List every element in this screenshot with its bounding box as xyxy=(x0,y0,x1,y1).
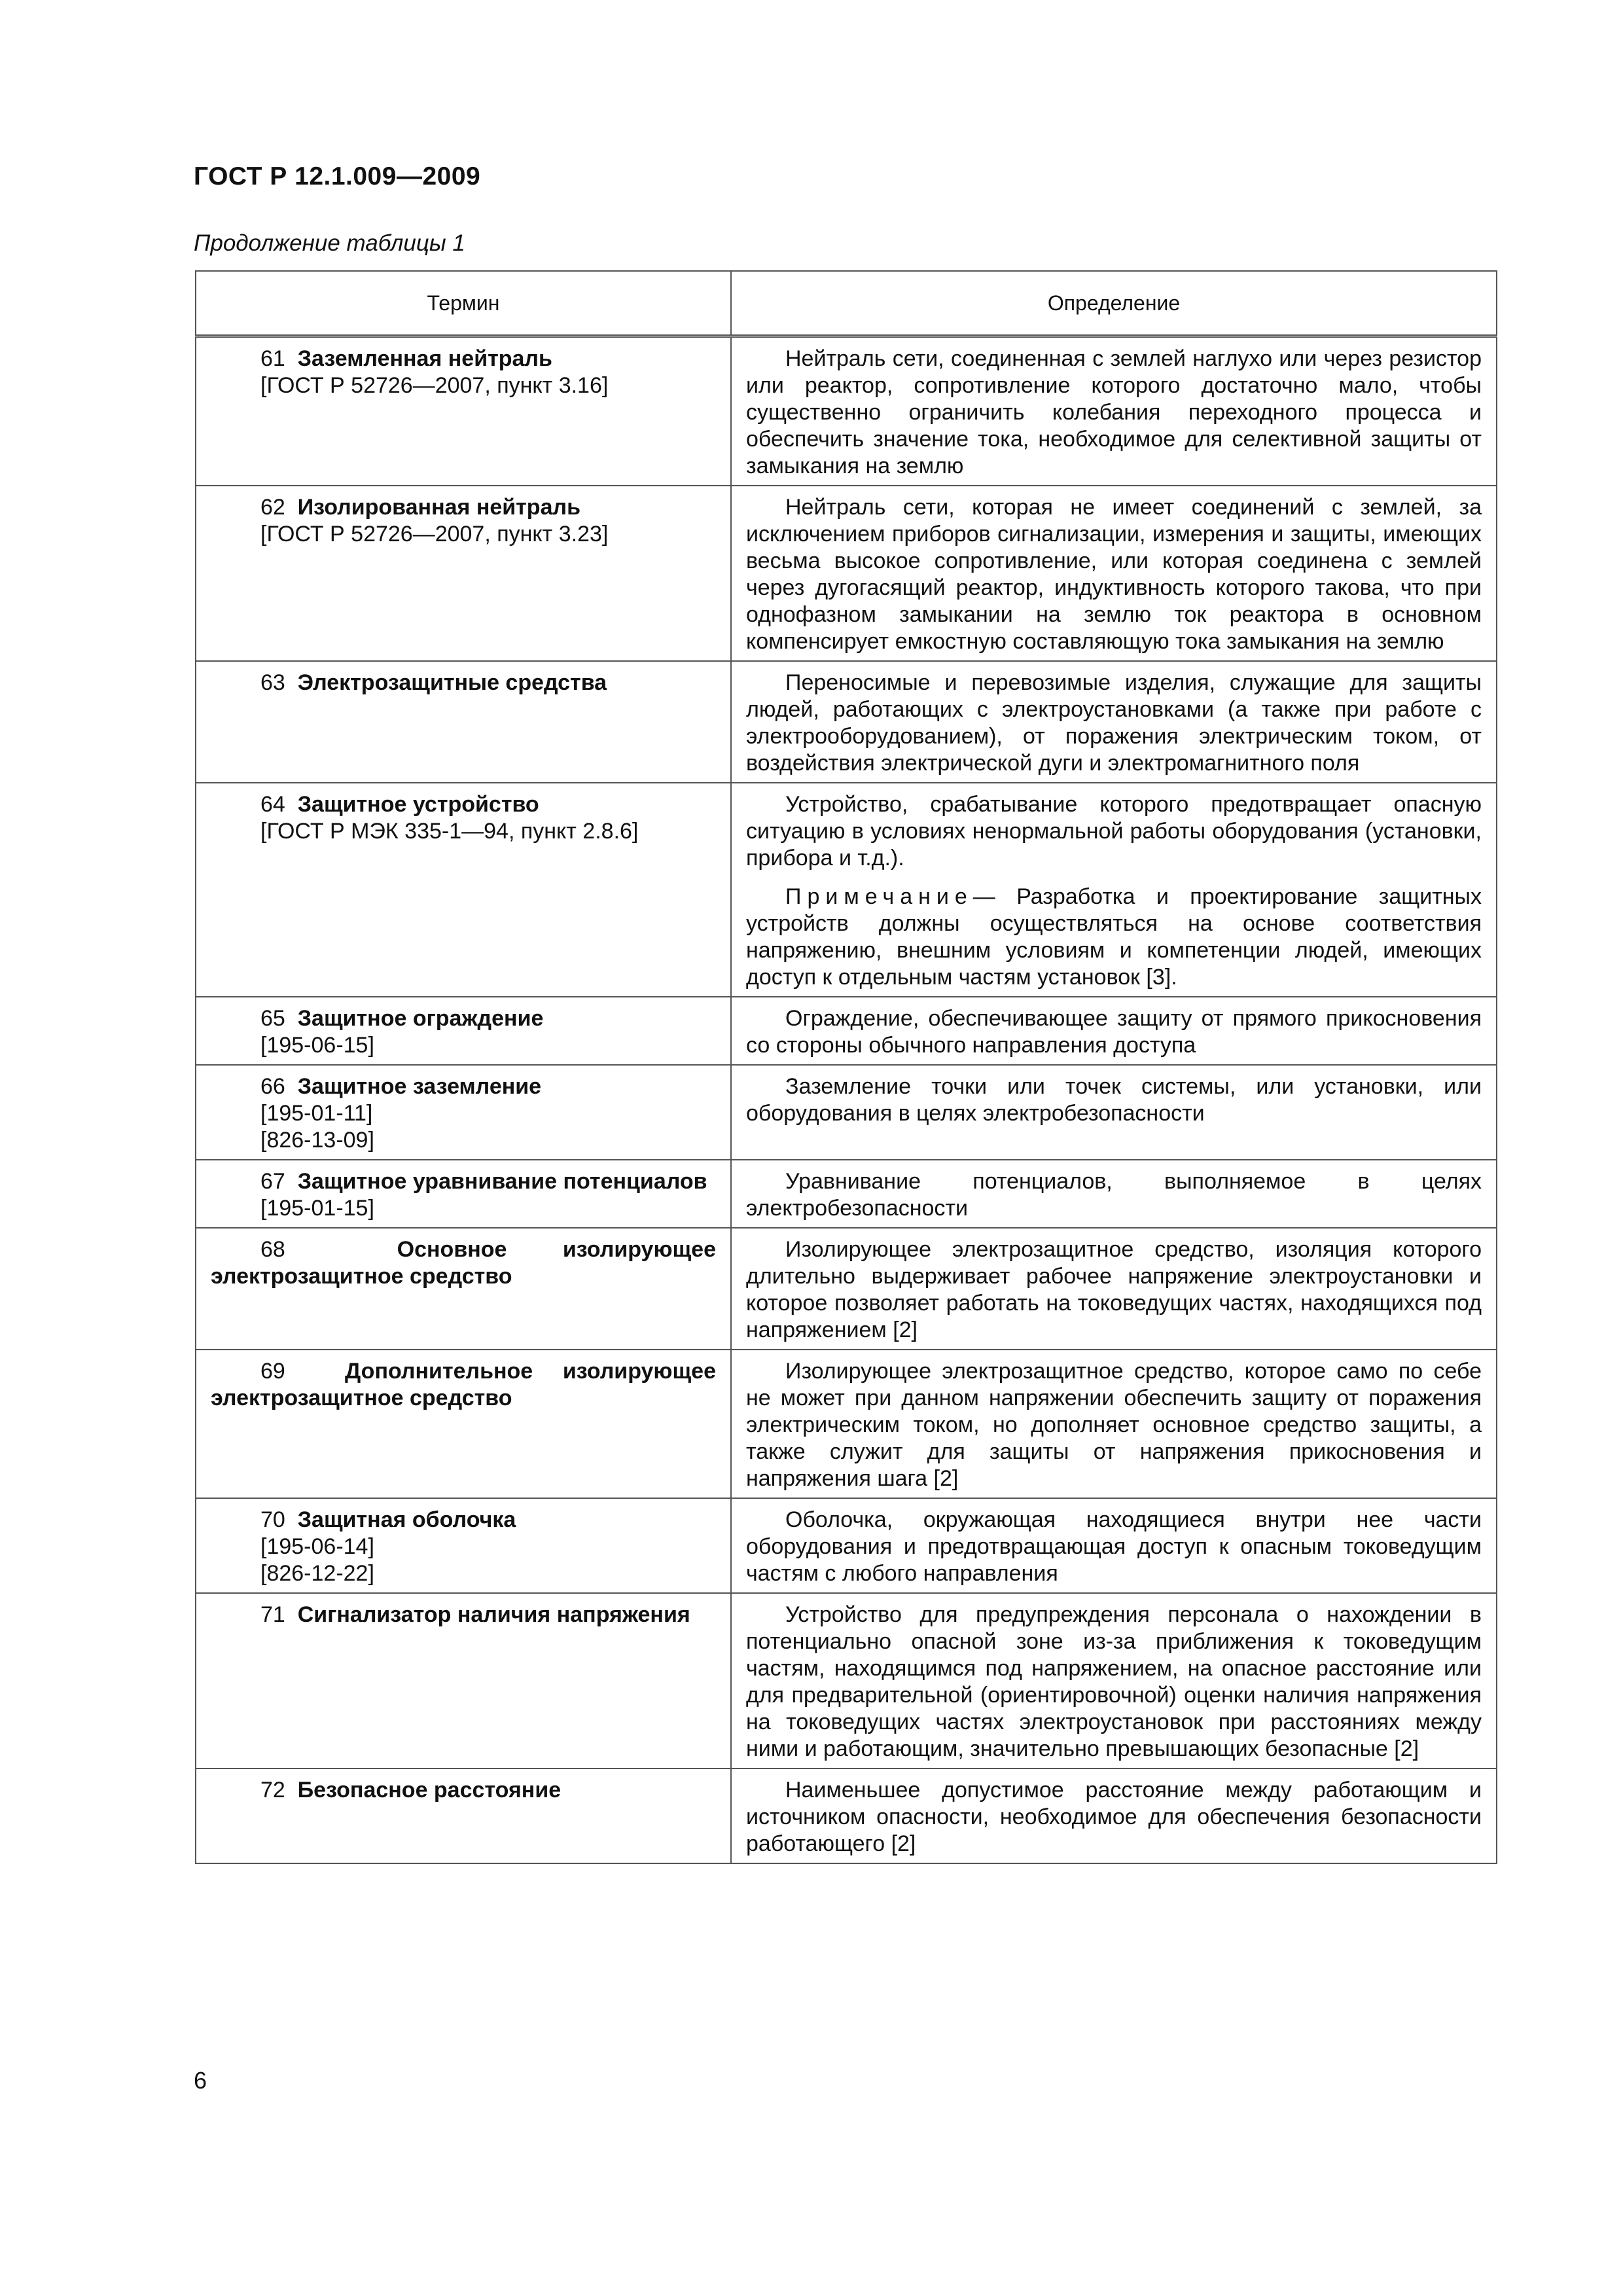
definition-text: Нейтраль сети, которая не имеет соединений с землей, за исключением приборов сигнализации, измерения и защиты, имеющих весьма высокое сопротивление, или которая соединена с землей через дугогасящий реактор, индуктивность которого такова, что при однофазном замыкании на землю ток реактора в основном компенсирует емкостную составляющую тока замыкания на землю xyxy=(746,495,1482,654)
term-reference: [ГОСТ Р 52726—2007, пункт 3.23] xyxy=(260,522,609,547)
term-reference: [ГОСТ Р МЭК 335-1—94, пункт 2.8.6] xyxy=(260,819,639,844)
term-name: Электрозащитные средства xyxy=(297,670,607,695)
term-reference: [195-01-11] xyxy=(260,1101,373,1126)
term-name: Защитная оболочка xyxy=(297,1507,516,1532)
definition-cell xyxy=(731,783,1497,997)
table-caption: Продолжение таблицы 1 xyxy=(194,230,465,256)
term-reference: [195-06-15] xyxy=(260,1033,374,1058)
definition-cell xyxy=(731,1498,1497,1593)
table-row xyxy=(196,997,1497,1065)
term-reference: [195-01-15] xyxy=(260,1196,374,1221)
table-row xyxy=(196,1065,1497,1160)
definition-text: Уравнивание потенциалов, выполняемое в целях электробезопасности xyxy=(746,1169,1482,1221)
term-reference: [195-06-14] xyxy=(260,1534,374,1559)
term-heading xyxy=(211,1073,716,1100)
definition-text: Оболочка, окружающая находящиеся внутри нее части оборудования и предотвращающая доступ к опасным токоведущим частям с любого направления xyxy=(746,1507,1482,1586)
term-name: Защитное устройство xyxy=(297,792,539,817)
table-row xyxy=(196,661,1497,783)
term-reference: [ГОСТ Р 52726—2007, пункт 3.16] xyxy=(260,373,609,398)
definition-text: Нейтраль сети, соединенная с землей наглухо или через резистор или реактор, сопротивление которого достаточно мало, чтобы существенно ограничить колебания переходного процесса и обеспечить значение тока, необходимое для селективной защиты от замыкания на землю xyxy=(746,346,1482,478)
terms-table xyxy=(195,270,1497,1864)
term-cell xyxy=(196,1498,731,1593)
note-label: Примечание xyxy=(785,884,973,909)
term-name: Основное изолирующее электрозащитное средство xyxy=(211,1237,716,1289)
document-header: ГОСТ Р 12.1.009—2009 xyxy=(194,162,481,190)
term-cell xyxy=(196,1228,731,1350)
term-heading xyxy=(211,1168,716,1195)
table-row xyxy=(196,1768,1497,1863)
term-heading xyxy=(211,1602,716,1628)
term-cell xyxy=(196,1593,731,1768)
definition-text: Переносимые и перевозимые изделия, служащие для защиты людей, работающих с электроустановками (а также при работе с электрооборудованием), от поражения электрическим током, от воздействия электрической дуги и электромагнитного поля xyxy=(746,670,1482,776)
column-header-term: Термин xyxy=(196,271,731,336)
definition-cell xyxy=(731,1593,1497,1768)
table-row xyxy=(196,486,1497,661)
table-row xyxy=(196,1498,1497,1593)
term-cell xyxy=(196,1768,731,1863)
term-number: 65 xyxy=(260,1006,285,1031)
term-name: Безопасное расстояние xyxy=(297,1778,562,1803)
term-number: 72 xyxy=(260,1778,285,1803)
definition-text: Ограждение, обеспечивающее защиту от прямого прикосновения со стороны обычного направления доступа xyxy=(746,1006,1482,1058)
term-heading xyxy=(211,1236,716,1290)
term-heading xyxy=(211,1507,716,1534)
table-row xyxy=(196,1350,1497,1498)
term-number: 63 xyxy=(260,670,285,695)
definition-cell xyxy=(731,661,1497,783)
definition-cell xyxy=(731,1228,1497,1350)
term-name: Защитное ограждение xyxy=(297,1006,544,1031)
definition-text: Заземление точки или точек системы, или установки, или оборудования в целях электробезопасности xyxy=(746,1074,1482,1126)
definition-cell xyxy=(731,336,1497,486)
term-cell xyxy=(196,1350,731,1498)
term-number: 71 xyxy=(260,1602,285,1627)
table-row xyxy=(196,1160,1497,1228)
term-number: 68 xyxy=(260,1237,285,1262)
page-number: 6 xyxy=(194,2067,207,2094)
table-body xyxy=(196,336,1497,1864)
term-number: 70 xyxy=(260,1507,285,1532)
term-heading xyxy=(211,1358,716,1412)
term-number: 66 xyxy=(260,1074,285,1099)
term-reference: [826-12-22] xyxy=(260,1561,374,1586)
term-reference: [826-13-09] xyxy=(260,1128,374,1153)
table-row xyxy=(196,1228,1497,1350)
table-row xyxy=(196,783,1497,997)
term-cell xyxy=(196,783,731,997)
term-cell xyxy=(196,486,731,661)
term-heading xyxy=(211,494,716,521)
term-name: Сигнализатор наличия напряжения xyxy=(297,1602,690,1627)
term-number: 61 xyxy=(260,346,285,371)
term-name: Изолированная нейтраль xyxy=(297,495,580,520)
definition-cell xyxy=(731,1350,1497,1498)
table-row xyxy=(196,336,1497,486)
table-row xyxy=(196,1593,1497,1768)
term-heading xyxy=(211,1005,716,1032)
column-header-definition: Определение xyxy=(731,271,1497,336)
definition-text: Изолирующее электрозащитное средство, изоляция которого длительно выдерживает рабочее напряжение электроустановки и которое позволяет работать на токоведущих частях, находящихся под напряжением [2] xyxy=(746,1237,1482,1342)
term-number: 69 xyxy=(260,1359,285,1384)
term-name: Дополнительное изолирующее электрозащитное средство xyxy=(211,1359,716,1410)
term-name: Заземленная нейтраль xyxy=(297,346,552,371)
definition-cell xyxy=(731,1768,1497,1863)
definition-cell xyxy=(731,1160,1497,1228)
term-cell xyxy=(196,1160,731,1228)
definition-cell xyxy=(731,486,1497,661)
note-paragraph xyxy=(746,884,1482,991)
term-number: 64 xyxy=(260,792,285,817)
term-heading xyxy=(211,1777,716,1804)
term-heading xyxy=(211,791,716,818)
term-heading xyxy=(211,346,716,372)
term-name: Защитное уравнивание потенциалов xyxy=(297,1169,707,1194)
definition-cell xyxy=(731,997,1497,1065)
term-cell xyxy=(196,1065,731,1160)
definition-text: Устройство для предупреждения персонала о нахождении в потенциально опасной зоне из-за приближения к токоведущим частям, находящимся под напряжением, на опасное расстояние или для предварительной (ориентировочной) оценки наличия напряжения на токоведущих частях электроустановок при расстояниях между ними и работающим, значительно превышающих безопасные [2] xyxy=(746,1602,1482,1761)
term-cell xyxy=(196,661,731,783)
term-cell xyxy=(196,336,731,486)
definition-text: Изолирующее электрозащитное средство, которое само по себе не может при данном напряжении обеспечить защиту от поражения электрическим током, но дополняет основное средство защиты, а также служит для защиты от напряжения прикосновения и напряжения шага [2] xyxy=(746,1359,1482,1491)
term-number: 62 xyxy=(260,495,285,520)
definition-text: Наименьшее допустимое расстояние между работающим и источником опасности, необходимое для обеспечения безопасности работающего [2] xyxy=(746,1778,1482,1856)
table-header-row xyxy=(196,271,1497,336)
term-number: 67 xyxy=(260,1169,285,1194)
note-body: — Разработка и проектирование защитных устройств должны осуществляться на основе соответствия напряжению, внешним условиям и компетенции людей, имеющих доступ к отдельным частям установок [3]. xyxy=(746,884,1482,990)
term-name: Защитное заземление xyxy=(297,1074,542,1099)
term-heading xyxy=(211,670,716,696)
definition-cell xyxy=(731,1065,1497,1160)
definition-text: Устройство, срабатывание которого предотвращает опасную ситуацию в условиях ненормальной работы оборудования (установки, прибора и т.д.). xyxy=(746,792,1482,870)
term-cell xyxy=(196,997,731,1065)
